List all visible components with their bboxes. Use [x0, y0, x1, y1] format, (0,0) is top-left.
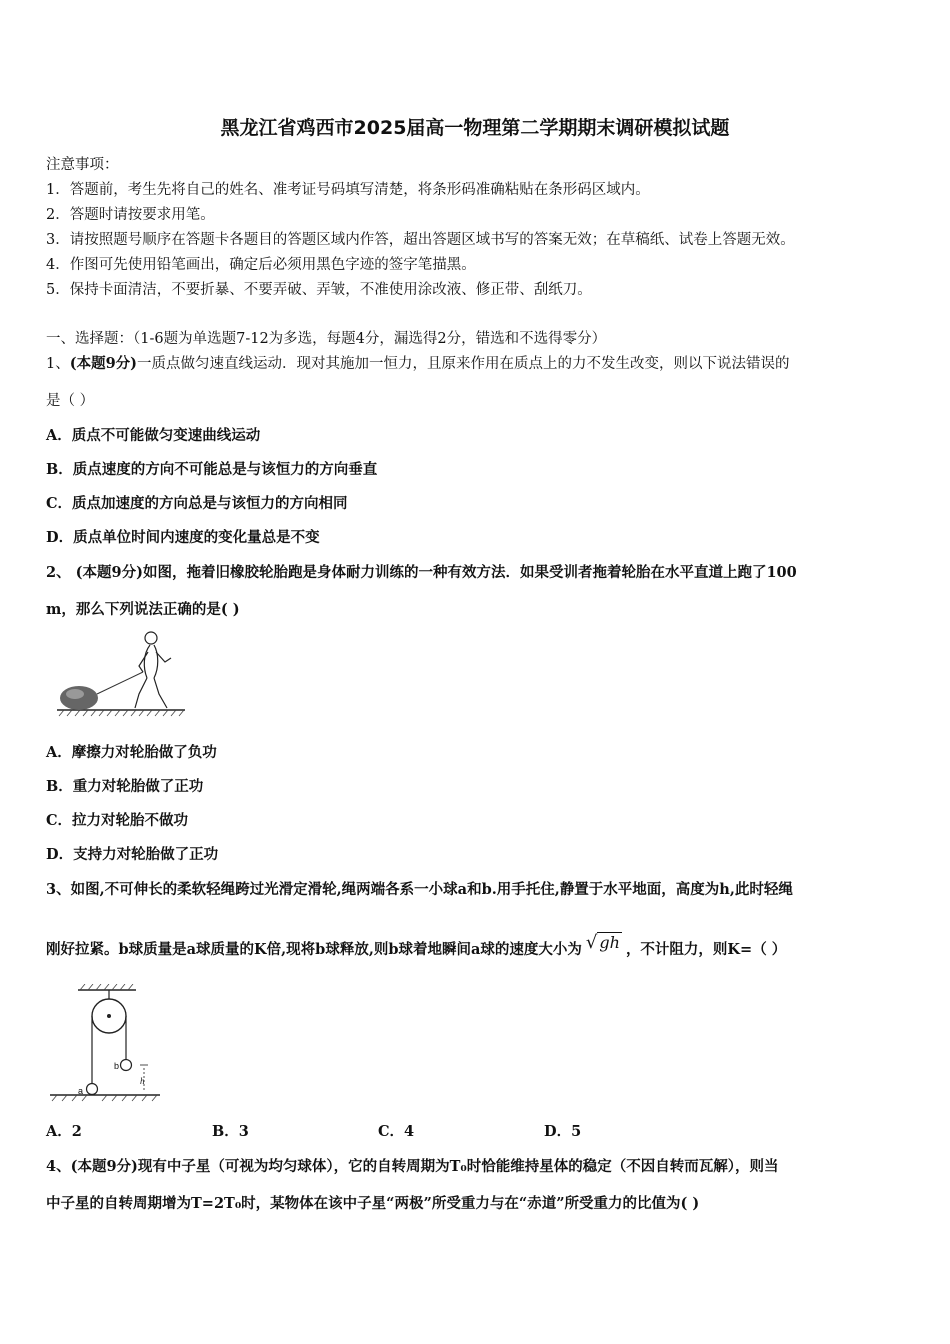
- q3-option-a: A．2: [46, 1123, 82, 1140]
- q3-stem-part1: 刚好拉紧。b球质量是a球质量的K倍,现将b球释放,则b球着地瞬间a球的速度大小为: [46, 941, 582, 958]
- label-h: h: [140, 1076, 145, 1086]
- q3-stem-part2: ，不计阻力，则K=（ ）: [625, 941, 787, 958]
- label-a: a: [78, 1086, 84, 1096]
- section-heading: 一、选择题：（1-6题为单选题7-12为多选，每题4分，漏选得2分，错选和不选得零分）: [46, 331, 607, 347]
- q2-stem-cont: m，那么下列说法正确的是( ): [46, 601, 240, 618]
- q4-stem: 4、(本题9分)现有中子星（可视为均匀球体），它的自转周期为T₀时恰能维持星体的稳定（不因自转而瓦解），则当: [46, 1158, 779, 1175]
- q2-option-d: D．支持力对轮胎做了正功: [46, 846, 219, 863]
- q1-stem-cont: 是（ ）: [46, 393, 95, 409]
- label-b: b: [114, 1061, 120, 1071]
- q3-stem-cont: [46, 932, 787, 959]
- tire-dragging-figure: [55, 628, 190, 720]
- q1-option-d: D．质点单位时间内速度的变化量总是不变: [46, 529, 320, 546]
- sqrt-content: gh: [599, 933, 620, 952]
- q2-option-a: A．摩擦力对轮胎做了负功: [46, 744, 217, 761]
- q3-options: [46, 1120, 581, 1141]
- q3-option-d: D．5: [544, 1123, 582, 1140]
- q1-text: 一质点做匀速直线运动．现对其施加一恒力，且原来作用在质点上的力不发生改变，则以下说法错误的: [137, 356, 790, 372]
- notice-item: 2．答题时请按要求用笔。: [46, 207, 215, 223]
- q1-option-c: C．质点加速度的方向总是与该恒力的方向相同: [46, 495, 348, 512]
- q3-stem: 3、如图,不可伸长的柔软轻绳跨过光滑定滑轮,绳两端各系一小球a和b.用手托住,静置于水平地面，高度为h,此时轻绳: [46, 881, 793, 898]
- q2-stem: 2、 (本题9分)如图，拖着旧橡胶轮胎跑是身体耐力训练的一种有效方法．如果受训者拖着轮胎在水平直道上跑了100: [46, 564, 797, 581]
- sqrt-formula: √ gh: [585, 932, 620, 953]
- q2-option-b: B．重力对轮胎做了正功: [46, 778, 204, 795]
- q1-option-a: A．质点不可能做匀变速曲线运动: [46, 427, 261, 444]
- q2-option-c: C．拉力对轮胎不做功: [46, 812, 189, 829]
- q4-stem-cont: 中子星的自转周期增为T=2T₀时，某物体在该中子星“两极”所受重力与在“赤道”所受重力的比值为( ): [46, 1195, 700, 1212]
- page-title: 黑龙江省鸡西市2025届高一物理第二学期期末调研模拟试题: [220, 117, 730, 139]
- q3-option-b: B．3: [212, 1123, 249, 1140]
- q1-points: (本题9分): [69, 355, 138, 372]
- notice-item: 4．作图可先使用铅笔画出，确定后必须用黑色字迹的签字笔描黑。: [46, 257, 476, 273]
- q1-option-b: B．质点速度的方向不可能总是与该恒力的方向垂直: [46, 461, 378, 478]
- notice-heading: 注意事项：: [46, 157, 119, 173]
- q1-number: 1、: [46, 356, 70, 372]
- notice-item: 1．答题前，考生先将自己的姓名、准考证号码填写清楚，将条形码准确粘贴在条形码区域内。: [46, 182, 650, 198]
- q3-option-c: C．4: [378, 1123, 415, 1140]
- notice-item: 5．保持卡面清洁，不要折暴、不要弄破、弄皱，不准使用涂改液、修正带、刮纸刀。: [46, 282, 592, 298]
- notice-item: 3．请按照题号顺序在答题卡各题目的答题区域内作答，超出答题区域书写的答案无效；在草稿纸、试卷上答题无效。: [46, 232, 795, 248]
- pulley-figure: [48, 984, 163, 1104]
- q1-stem: [46, 352, 790, 373]
